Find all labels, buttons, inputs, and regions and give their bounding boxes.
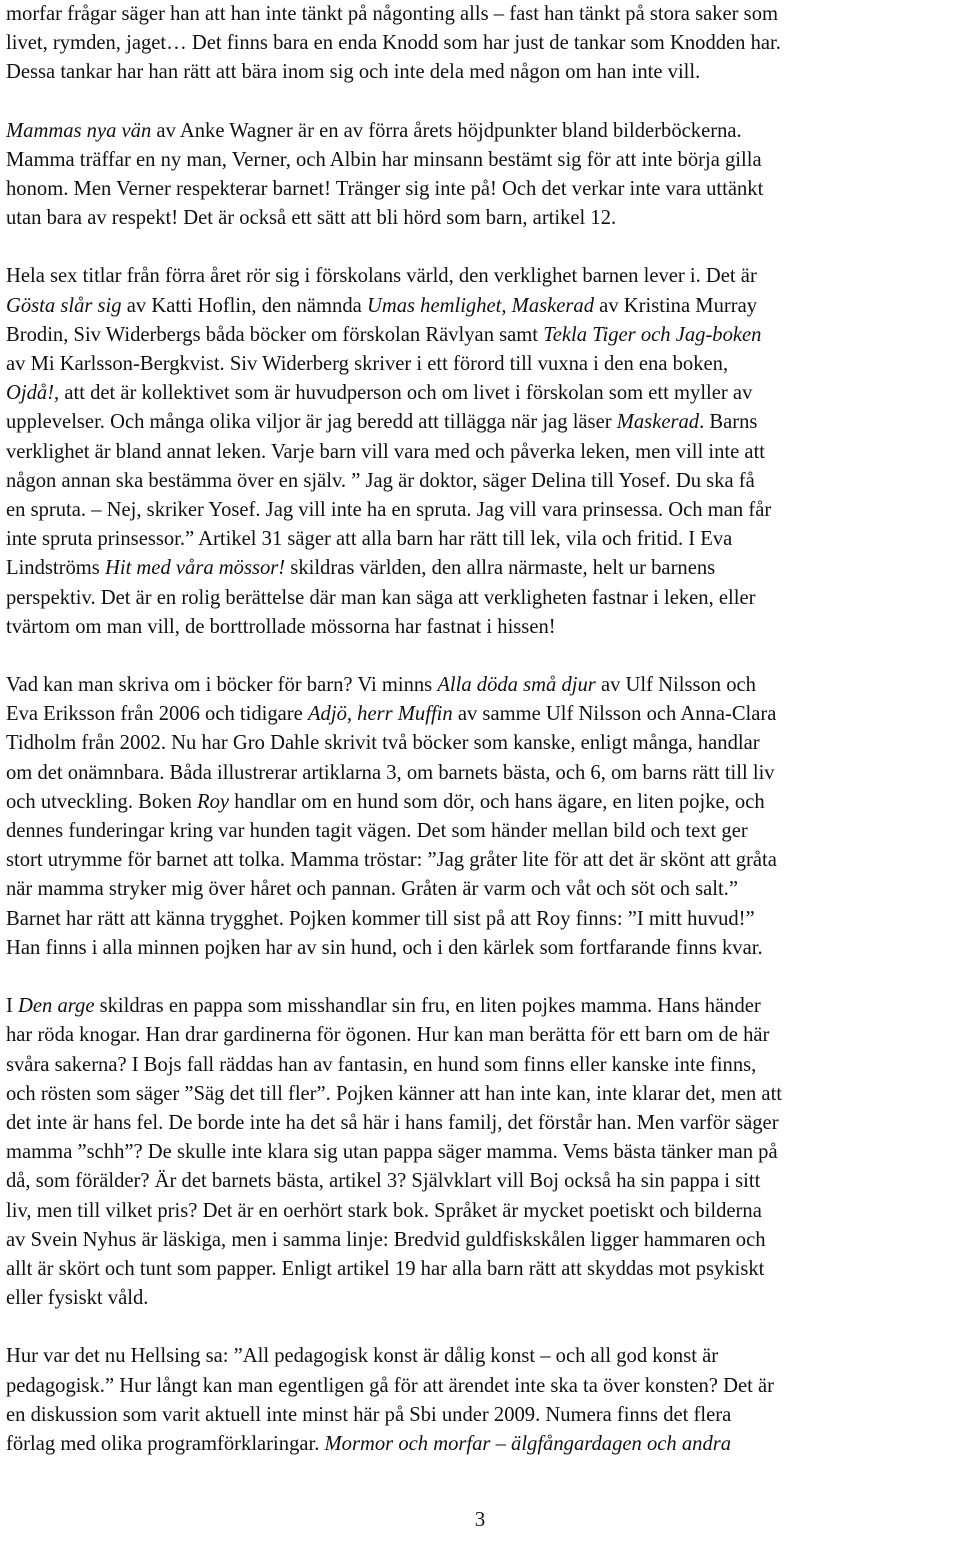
text-line: [6, 1430, 958, 1459]
text-line: [6, 408, 958, 437]
text-run: dennes funderingar kring var hunden tagit vägen. Det som händer mellan bild och text ger: [6, 820, 748, 843]
text-line: [6, 379, 958, 408]
italic-title: Den arge: [18, 995, 95, 1018]
text-run: svåra sakerna? I Bojs fall räddas han av fantasin, en hund som finns eller kanske inte finns,: [6, 1053, 757, 1076]
italic-title: Mammas nya vän: [6, 119, 152, 142]
text-run: Eva Eriksson från 2006 och tidigare: [6, 703, 308, 726]
text-run: ,: [501, 294, 512, 317]
text-line: [6, 1167, 958, 1196]
text-line: [6, 1255, 958, 1284]
text-run: Vad kan man skriva om i böcker för barn? Vi minns: [6, 674, 438, 697]
text-run: av Anke Wagner är en av förra årets höjdpunkter bland bilderböckerna.: [151, 119, 742, 142]
text-run: perspektiv. Det är en rolig berättelse där man kan säga att verkligheten fastnar i leken, eller: [6, 586, 756, 609]
italic-title: Adjö, herr Muffin: [307, 703, 453, 726]
paragraph-gap: [6, 963, 958, 992]
italic-title: Tekla Tiger och Jag-boken: [543, 323, 762, 346]
text-run: av Katti Hoflin, den nämnda: [121, 294, 367, 317]
document-page: [6, 0, 958, 1459]
text-run: Tidholm från 2002. Nu har Gro Dahle skrivit två böcker som kanske, enligt många, handlar: [6, 732, 760, 755]
text-run: någon annan ska bestämma över en själv. ” Jag är doktor, säger Delina till Yosef. Du ska få: [6, 469, 755, 492]
text-run: verklighet är bland annat leken. Varje barn vill vara med och påverka leken, men vill inte att: [6, 440, 766, 463]
paragraph-gap: [6, 642, 958, 671]
text-run: Barnet har rätt att känna trygghet. Pojken kommer till sist på att Roy finns: ”I mitt huvud!”: [6, 907, 755, 930]
text-run: Mamma träffar en ny man, Verner, och Albin har minsann bestämt sig för att inte börja gilla: [6, 148, 762, 171]
text-line: [6, 584, 958, 613]
text-line: [6, 146, 958, 175]
text-run: av Ulf Nilsson och: [595, 674, 756, 697]
text-run: Hela sex titlar från förra året rör sig i förskolans värld, den verklighet barnen lever i. Det är: [6, 265, 757, 288]
text-line: [6, 992, 958, 1021]
text-line: [6, 1197, 958, 1226]
text-line: [6, 496, 958, 525]
text-line: [6, 788, 958, 817]
paragraph-gap: [6, 233, 958, 262]
text-run: av Svein Nyhus är läskiga, men i samma linje: Bredvid guldfiskskålen ligger hammaren och: [6, 1228, 766, 1251]
italic-title: Mormor och morfar – älgfångardagen och andra: [324, 1432, 732, 1455]
body-text: [6, 0, 958, 1459]
text-line: [6, 1080, 958, 1109]
italic-title: Maskerad: [616, 411, 700, 434]
text-run: morfar frågar säger han att han inte tänkt på någonting alls – fast han tänkt på stora saker som: [6, 3, 779, 25]
text-line: [6, 321, 958, 350]
text-line: [6, 875, 958, 904]
text-run: Han finns i alla minnen pojken har av sin hund, och i den kärlek som fortfarande finns kvar.: [6, 936, 763, 959]
text-run: har röda knogar. Han drar gardinerna för ögonen. Hur kan man berätta för ett barn om de här: [6, 1024, 770, 1047]
text-line: [6, 262, 958, 291]
text-run: inte spruta prinsessor.” Artikel 31 säger att alla barn har rätt till lek, vila och fritid. I Eva: [6, 528, 733, 551]
text-run: förlag med olika programförklaringar.: [6, 1432, 325, 1455]
text-run: handlar om en hund som dör, och hans ägare, en liten pojke, och: [229, 790, 765, 813]
italic-title: Hit med våra mössor!: [104, 557, 286, 580]
text-line: [6, 1109, 958, 1138]
text-line: [6, 1021, 958, 1050]
text-line: [6, 467, 958, 496]
text-line: [6, 1342, 958, 1371]
text-run: eller fysiskt våld.: [6, 1287, 149, 1310]
text-run: skildras en pappa som misshandlar sin fru, en liten pojkes mamma. Hans händer: [94, 995, 761, 1018]
paragraph-p5: [6, 992, 958, 1313]
text-line: [6, 1284, 958, 1313]
text-run: det inte är hans fel. De borde inte ha det så här i hans familj, det förstår han. Men varför säger: [6, 1111, 779, 1134]
text-run: en diskussion som varit aktuell inte minst här på Sbi under 2009. Numera finns det flera: [6, 1403, 732, 1426]
italic-title: Umas hemlighet: [366, 294, 502, 317]
text-line: [6, 350, 958, 379]
text-run: Brodin, Siv Widerbergs båda böcker om förskolan Rävlyan samt: [6, 323, 544, 346]
text-line: [6, 204, 958, 233]
text-run: Hur var det nu Hellsing sa: ”All pedagogisk konst är dålig konst – och all god konst är: [6, 1345, 719, 1368]
text-line: [6, 0, 958, 29]
text-run: allt är skört och tunt som papper. Enligt artikel 19 har alla barn rätt att skyddas mot psykiskt: [6, 1257, 765, 1280]
text-run: av Kristina Murray: [594, 294, 758, 317]
paragraph-gap: [6, 88, 958, 117]
text-line: [6, 817, 958, 846]
text-line: [6, 846, 958, 875]
text-run: om det onämnbara. Båda illustrerar artiklarna 3, om barnets bästa, och 6, om barns rätt till liv: [6, 761, 775, 784]
text-line: [6, 905, 958, 934]
text-run: upplevelser. Och många olika viljor är jag beredd att tillägga när jag läser: [6, 411, 617, 434]
text-run: liv, men till vilket pris? Det är en oerhört stark bok. Språket är mycket poetiskt och bilderna: [6, 1199, 762, 1222]
text-run: av Mi Karlsson-Bergkvist. Siv Widerberg skriver i ett förord till vuxna i den ena boken,: [6, 353, 729, 376]
text-run: när mamma stryker mig över håret och pannan. Gråten är varm och våt och söt och salt.”: [6, 878, 738, 901]
text-run: Dessa tankar har han rätt att bära inom sig och inte dela med någon om han inte vill.: [6, 61, 701, 84]
text-line: [6, 1401, 958, 1430]
text-line: [6, 700, 958, 729]
text-run: och utveckling. Boken: [6, 790, 198, 813]
text-line: [6, 175, 958, 204]
italic-title: Ojdå!: [6, 382, 55, 405]
paragraph-p4: [6, 671, 958, 963]
text-line: [6, 729, 958, 758]
paragraph-gap: [6, 1313, 958, 1342]
italic-title: Alla döda små djur: [437, 674, 596, 697]
text-line: [6, 117, 958, 146]
text-line: [6, 1138, 958, 1167]
text-line: [6, 934, 958, 963]
page-number: 3: [474, 1507, 486, 1531]
text-run: av samme Ulf Nilsson och Anna-Clara: [452, 703, 777, 726]
text-run: stort utrymme för barnet att tolka. Mamma tröstar: ”Jag gråter lite för att det är skönt att gråta: [6, 849, 777, 872]
text-run: I: [6, 995, 19, 1018]
text-line: [6, 525, 958, 554]
text-line: [6, 29, 958, 58]
text-line: [6, 292, 958, 321]
text-line: [6, 438, 958, 467]
text-run: skildras världen, den allra närmaste, helt ur barnens: [285, 557, 716, 580]
text-line: [6, 671, 958, 700]
text-run: och rösten som säger ”Säg det till fler”. Pojken känner att han inte kan, inte klarar det, men att: [6, 1082, 783, 1105]
text-line: [6, 1226, 958, 1255]
text-run: . Barns: [699, 411, 758, 434]
paragraph-p3: [6, 262, 958, 642]
text-run: en spruta. – Nej, skriker Yosef. Jag vill inte ha en spruta. Jag vill vara prinsessa. Och man får: [6, 499, 772, 522]
text-run: Lindströms: [6, 557, 105, 580]
paragraph-p1: [6, 0, 958, 88]
text-line: [6, 1372, 958, 1401]
text-line: [6, 1051, 958, 1080]
text-run: honom. Men Verner respekterar barnet! Tränger sig inte på! Och det verkar inte vara uttänkt: [6, 178, 764, 201]
text-run: utan bara av respekt! Det är också ett sätt att bli hörd som barn, artikel 12.: [6, 207, 617, 230]
text-run: tvärtom om man vill, de borttrollade mössorna har fastnat i hissen!: [6, 615, 556, 638]
italic-title: Maskerad: [511, 294, 595, 317]
text-run: livet, rymden, jaget… Det finns bara en enda Knodd som har just de tankar som Knodden har.: [6, 32, 781, 55]
text-run: då, som förälder? Är det barnets bästa, artikel 3? Självklart vill Boj också ha sin pappa i sitt: [6, 1170, 761, 1193]
paragraph-p2: [6, 117, 958, 234]
text-line: [6, 759, 958, 788]
italic-title: Gösta slår sig: [6, 294, 122, 317]
text-line: [6, 58, 958, 87]
text-run: , att det är kollektivet som är huvudperson och om livet i förskolan som ett myller av: [54, 382, 753, 405]
paragraph-p6: [6, 1342, 958, 1459]
text-line: [6, 613, 958, 642]
italic-title: Roy: [197, 790, 230, 813]
text-run: mamma ”schh”? De skulle inte klara sig utan pappa säger mamma. Vems bästa tänker man på: [6, 1141, 778, 1164]
text-run: pedagogisk.” Hur långt kan man egentligen gå för att ärendet inte ska ta över konsten? Det är: [6, 1374, 774, 1397]
text-line: [6, 554, 958, 583]
